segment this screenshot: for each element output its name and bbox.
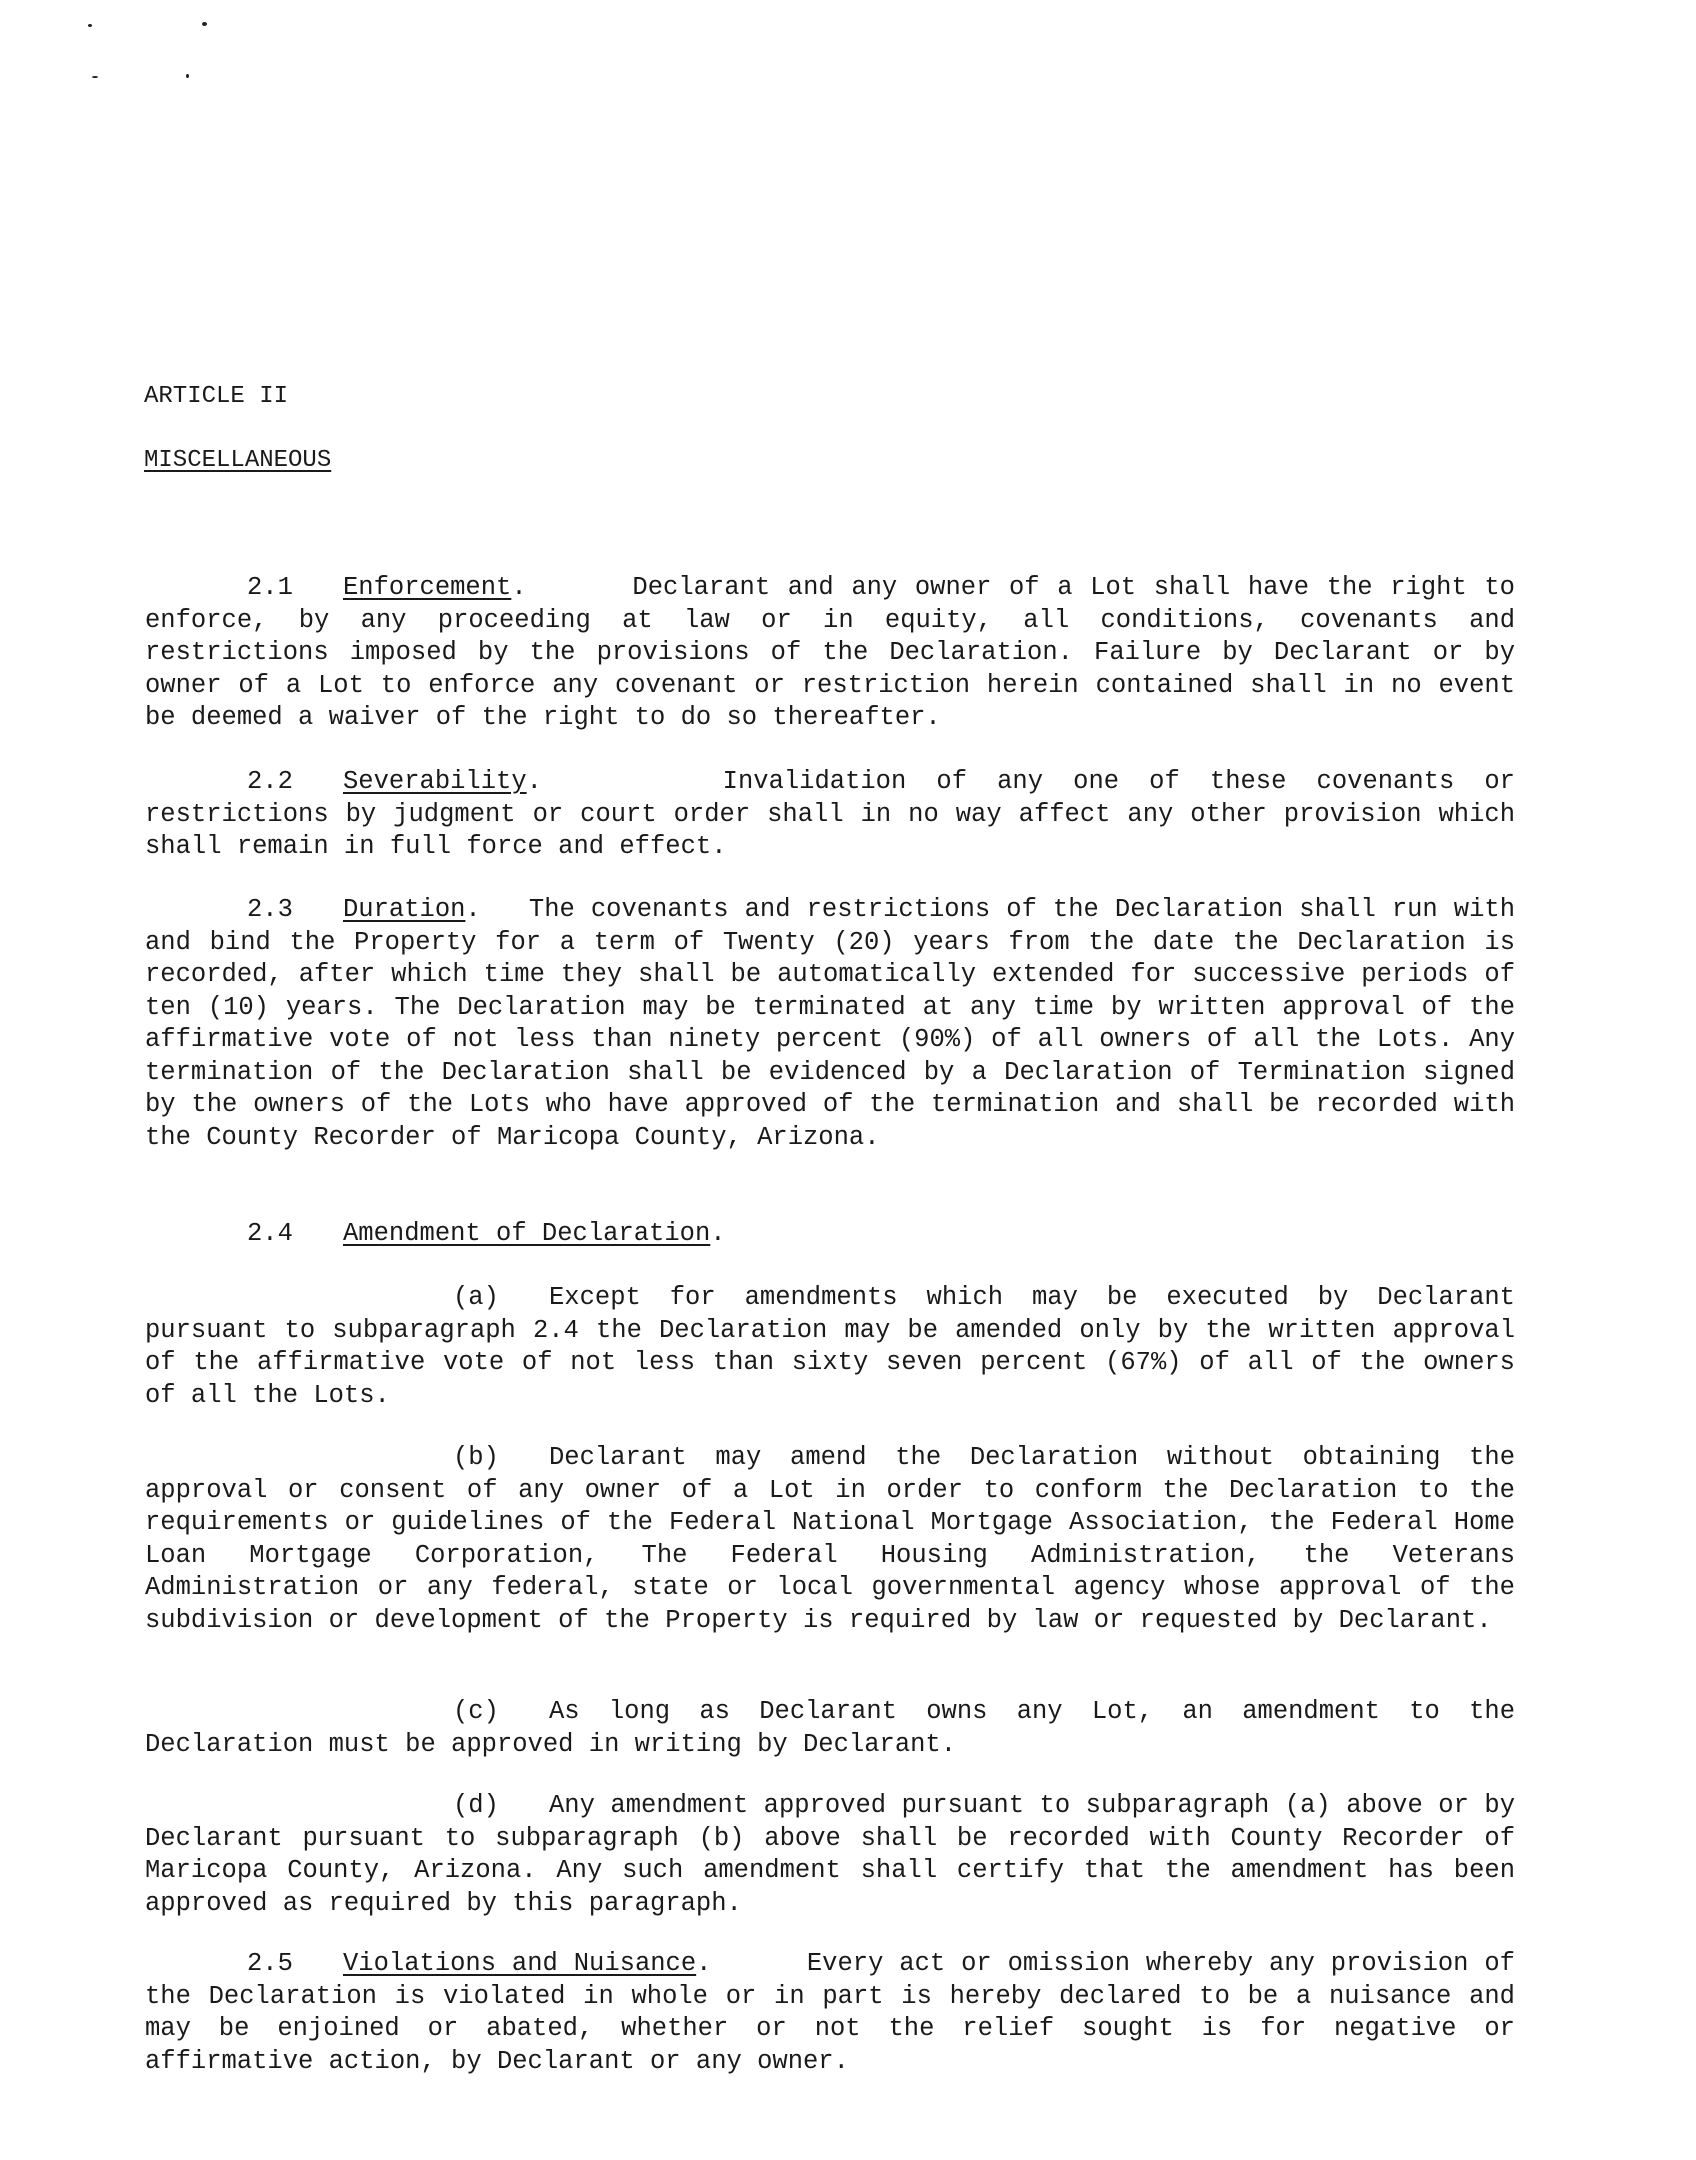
section-2-4: 2.4 Amendment of Declaration. bbox=[145, 1218, 1515, 1251]
section-2-2: 2.2 Severability. Invalidation of any one of these covenants or restrictions by judgment or court order shall in no way affect any other provision which shall remain in full force and effect. bbox=[145, 767, 1515, 861]
subsection-label: (b) bbox=[453, 1443, 499, 1472]
subsection-label: (d) bbox=[453, 1791, 499, 1820]
section-title: MISCELLANEOUS bbox=[144, 447, 332, 474]
section-heading: Violations and Nuisance bbox=[343, 1949, 697, 1978]
section-body: Every act or omission whereby any provision of the Declaration is violated in whole or in part is hereby declared to be a nuisance and may be enjoined or abated, whether or not the relief sought is for negative or affirmative action, by Declarant or any owner. bbox=[145, 1949, 1515, 2076]
scan-speck bbox=[92, 76, 98, 78]
section-number: 2.5 bbox=[247, 1949, 293, 1978]
subsection-body: Except for amendments which may be executed by Declarant pursuant to subparagraph 2.4 the Declaration may be amended only by the written approval of the affirmative vote of not less than sixty seven percent (67%) of all of the owners of all the Lots. bbox=[145, 1283, 1515, 1410]
scan-speck bbox=[88, 24, 92, 27]
section-number: 2.1 bbox=[247, 573, 293, 602]
section-number: 2.4 bbox=[247, 1219, 293, 1248]
article-heading: ARTICLE II bbox=[144, 383, 289, 410]
section-heading: Enforcement bbox=[343, 573, 512, 602]
subsection-c bbox=[145, 1696, 1515, 1761]
section-number: 2.3 bbox=[247, 895, 293, 924]
section-2-5: 2.5 Violations and Nuisance. Every act or omission whereby any provision of the Declaration is violated in whole or in part is hereby declared to be a nuisance and may be enjoined or abated, whether or not the relief sought is for negative or affirmative action, by Declarant or any owner. bbox=[145, 1949, 1515, 2076]
section-body: The covenants and restrictions of the Declaration shall run with and bind the Property for a term of Twenty (20) years from the date the Declaration is recorded, after which time they shall be automatically extended for successive periods of ten (10) years. The Declaration may be terminated at any time by written approval of the affirmative vote of not less than ninety percent (90%) of all owners of all the Lots. Any termination of the Declaration shall be evidenced by a Declaration of Termination signed by the owners of the Lots who have approved of the termination and shall be recorded with the County Recorder of Maricopa County, Arizona. bbox=[145, 895, 1515, 1152]
subsection-body: As long as Declarant owns any Lot, an amendment to the Declaration must be approved in writing by Declarant. bbox=[145, 1697, 1515, 1759]
subsection-label: (a) bbox=[453, 1283, 499, 1312]
subsection-label: (c) bbox=[453, 1697, 499, 1726]
section-heading: Amendment of Declaration bbox=[343, 1219, 711, 1248]
subsection-a bbox=[145, 1282, 1515, 1412]
subsection-body: Declarant may amend the Declaration without obtaining the approval or consent of any owner of a Lot in order to conform the Declaration to the requirements or guidelines of the Federal National Mortgage Association, the Federal Home Loan Mortgage Corporation, The Federal Housing Administration, the Veterans Administration or any federal, state or local governmental agency whose approval of the subdivision or development of the Property is required by law or requested by Declarant. bbox=[145, 1443, 1515, 1635]
section-2-1: 2.1 Enforcement. Declarant and any owner of a Lot shall have the right to enforce, by any proceeding at law or in equity, all conditions, covenants and restrictions imposed by the provisions of the Declaration. Failure by Declarant or by owner of a Lot to enforce any covenant or restriction herein contained shall in no event be deemed a waiver of the right to do so thereafter. bbox=[145, 573, 1515, 732]
subsection-b bbox=[145, 1442, 1515, 1637]
subsection-body: Any amendment approved pursuant to subparagraph (a) above or by Declarant pursuant to subparagraph (b) above shall be recorded with County Recorder of Maricopa County, Arizona. Any such amendment shall certify that the amendment has been approved as required by this paragraph. bbox=[145, 1791, 1515, 1918]
section-number: 2.2 bbox=[247, 767, 293, 796]
section-heading: Severability bbox=[343, 767, 527, 796]
scan-speck bbox=[202, 22, 207, 26]
section-heading: Duration bbox=[343, 895, 466, 924]
section-body: Declarant and any owner of a Lot shall have the right to enforce, by any proceeding at law or in equity, all conditions, covenants and restrictions imposed by the provisions of the Declaration. Failure by Declarant or by owner of a Lot to enforce any covenant or restriction herein contained shall in no event be deemed a waiver of the right to do so thereafter. bbox=[145, 573, 1515, 732]
scan-speck bbox=[186, 74, 189, 78]
subsection-d bbox=[145, 1790, 1515, 1920]
section-2-3: 2.3 Duration. The covenants and restrictions of the Declaration shall run with and bind the Property for a term of Twenty (20) years from the date the Declaration is recorded, after which time they shall be automatically extended for successive periods of ten (10) years. The Declaration may be terminated at any time by written approval of the affirmative vote of not less than ninety percent (90%) of all owners of all the Lots. Any termination of the Declaration shall be evidenced by a Declaration of Termination signed by the owners of the Lots who have approved of the termination and shall be recorded with the County Recorder of Maricopa County, Arizona. bbox=[145, 895, 1515, 1152]
section-body: Invalidation of any one of these covenants or restrictions by judgment or court order shall in no way affect any other provision which shall remain in full force and effect. bbox=[145, 767, 1515, 861]
